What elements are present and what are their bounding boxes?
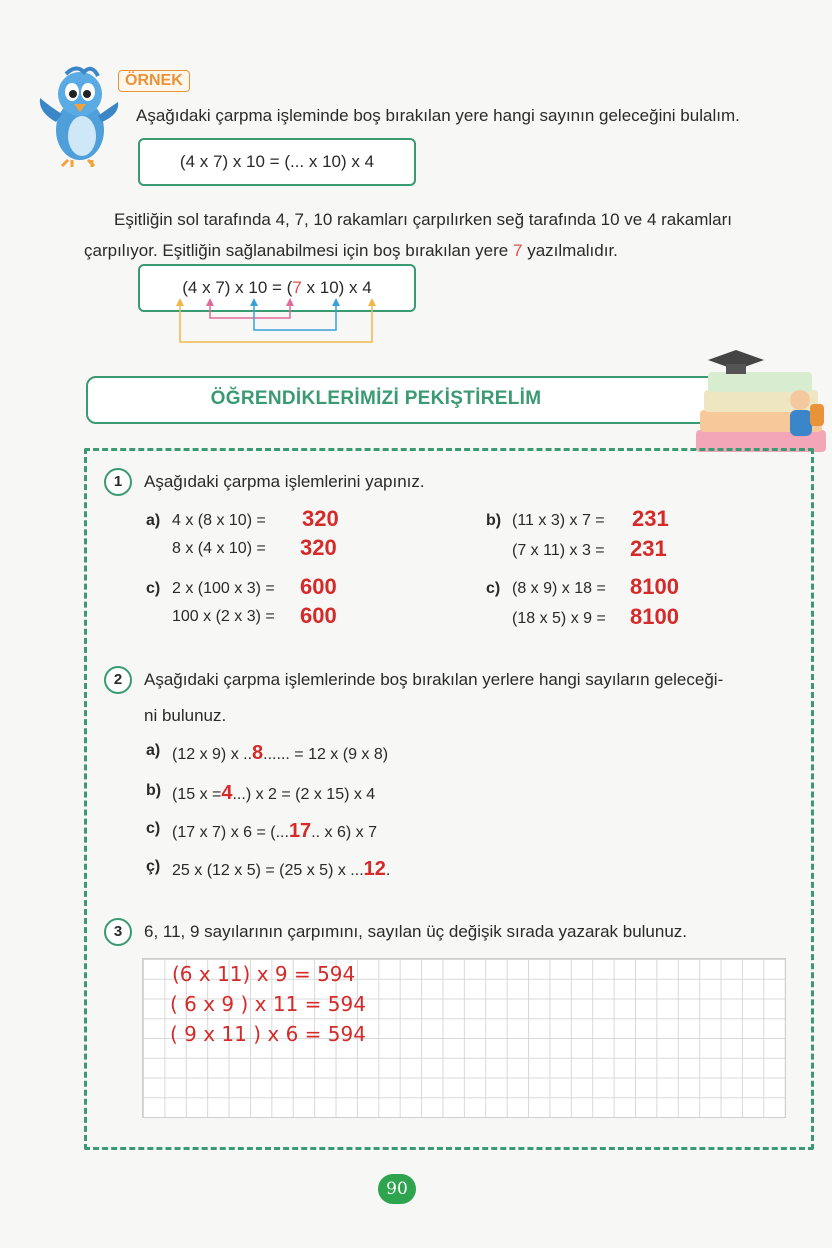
q1-item-d-expr2: (18 x 5) x 9 = [512, 610, 606, 627]
q2-item-a-pre: (12 x 9) x .. [172, 746, 253, 763]
q3-answer-2: ( 6 x 9 ) x 11 = 594 [170, 992, 366, 1016]
q2-item-c-pre: (17 x 7) x 6 = (... [172, 824, 289, 841]
q2-item-b-pre: (15 x = [172, 786, 222, 803]
explanation-answer: 7 [513, 241, 523, 260]
q1-item-c-ans2: 600 [300, 603, 337, 628]
q1-item-a-label: a) [146, 512, 161, 529]
q2-item-d-ans: 12 [363, 858, 386, 880]
question-2-prompt-line1: Aşağıdaki çarpma işlemlerinde boş bırakılan yerlere hangi sayıların geleceği- [144, 670, 724, 689]
q2-item-c-post: .. x 6) x 7 [311, 824, 377, 841]
q1-item-c-expr1: 2 x (100 x 3) = [172, 580, 275, 597]
q1-item-b-label: b) [486, 512, 502, 529]
q2-item-d-post: . [385, 862, 391, 879]
q2-item-c-ans: 17 [288, 820, 312, 842]
section-title: ÖĞRENDİKLERİMİZİ PEKİŞTİRELİM [210, 388, 542, 409]
question-3-number: 3 [104, 918, 132, 946]
example-equation-box [138, 138, 416, 186]
question-2-prompt-line2: ni bulunuz. [144, 706, 227, 725]
q1-item-d-ans1: 8100 [630, 574, 679, 599]
question-2-number: 2 [104, 666, 132, 694]
q2-item-a-label: a) [146, 742, 161, 759]
q1-item-a-expr2: 8 x (4 x 10) = [172, 540, 266, 557]
q1-item-b-ans2: 231 [630, 536, 667, 561]
solved-equation-post: x 10) x 4 [301, 278, 372, 297]
q1-item-c-expr2: 100 x (2 x 3) = [172, 608, 275, 625]
q1-item-b-ans1: 231 [632, 506, 669, 531]
q2-item-c-row [172, 820, 377, 843]
q1-item-d-expr1: (8 x 9) x 18 = [512, 580, 606, 597]
example-equation: (4 x 7) x 10 = (... x 10) x 4 [179, 152, 375, 171]
equation-connector-arrows [150, 284, 410, 350]
q1-item-b-expr2: (7 x 11) x 3 = [512, 542, 605, 559]
example-question: Aşağıdaki çarpma işleminde boş bırakılan yere hangi sayının geleceğini bulalım. [136, 106, 740, 125]
explanation-line2-pre: çarpılıyor. Eşitliğin sağlanabilmesi için boş bırakılan yere [84, 241, 509, 260]
q2-item-a-post: ...... = 12 x (9 x 8) [263, 746, 389, 763]
q2-item-b-label: b) [146, 782, 162, 799]
page-number: 90 [378, 1174, 416, 1204]
q2-item-b-ans: 4 [221, 782, 233, 804]
q1-item-c-label: c) [146, 580, 161, 597]
question-1-number: 1 [104, 468, 132, 496]
q2-item-b-post: ...) x 2 = (2 x 15) x 4 [232, 786, 376, 803]
solved-equation-answer: 7 [292, 278, 302, 297]
q2-item-d-row [172, 858, 390, 881]
q2-item-d-pre: 25 x (12 x 5) = (25 x 5) x ... [172, 862, 364, 879]
q1-item-c-ans1: 600 [300, 574, 337, 599]
q1-item-d-label: c) [486, 580, 501, 597]
q1-item-b-expr1: (11 x 3) x 7 = [512, 512, 605, 529]
q1-item-a-ans1: 320 [302, 506, 339, 531]
solved-equation-pre: (4 x 7) x 10 = ( [182, 278, 293, 297]
example-explanation [84, 204, 820, 266]
q1-item-a-expr1: 4 x (8 x 10) = [172, 512, 266, 529]
q2-item-c-label: c) [146, 820, 161, 837]
q1-item-a-ans2: 320 [300, 535, 337, 560]
q2-item-a-row [172, 742, 388, 765]
example-tag: ÖRNEK [118, 70, 190, 92]
q3-answer-3: ( 9 x 11 ) x 6 = 594 [170, 1022, 366, 1046]
question-1-prompt: Aşağıdaki çarpma işlemlerini yapınız. [144, 472, 425, 491]
explanation-line2-post: yazılmalıdır. [527, 241, 618, 260]
q2-item-a-ans: 8 [252, 742, 264, 764]
q1-item-d-ans2: 8100 [630, 604, 679, 629]
explanation-line1: Eşitliğin sol tarafında 4, 7, 10 rakamları çarpılırken seğ tarafında 10 ve 4 rakamları [114, 210, 732, 229]
q2-item-b-row [172, 782, 375, 805]
q3-answer-1: (6 x 11) x 9 = 594 [172, 962, 356, 986]
q2-item-d-label: ç) [146, 858, 161, 875]
bird-mascot-icon [36, 64, 122, 168]
question-3-prompt: 6, 11, 9 sayılarının çarpımını, sayılan üç değişik sırada yazarak bulunuz. [144, 922, 688, 941]
